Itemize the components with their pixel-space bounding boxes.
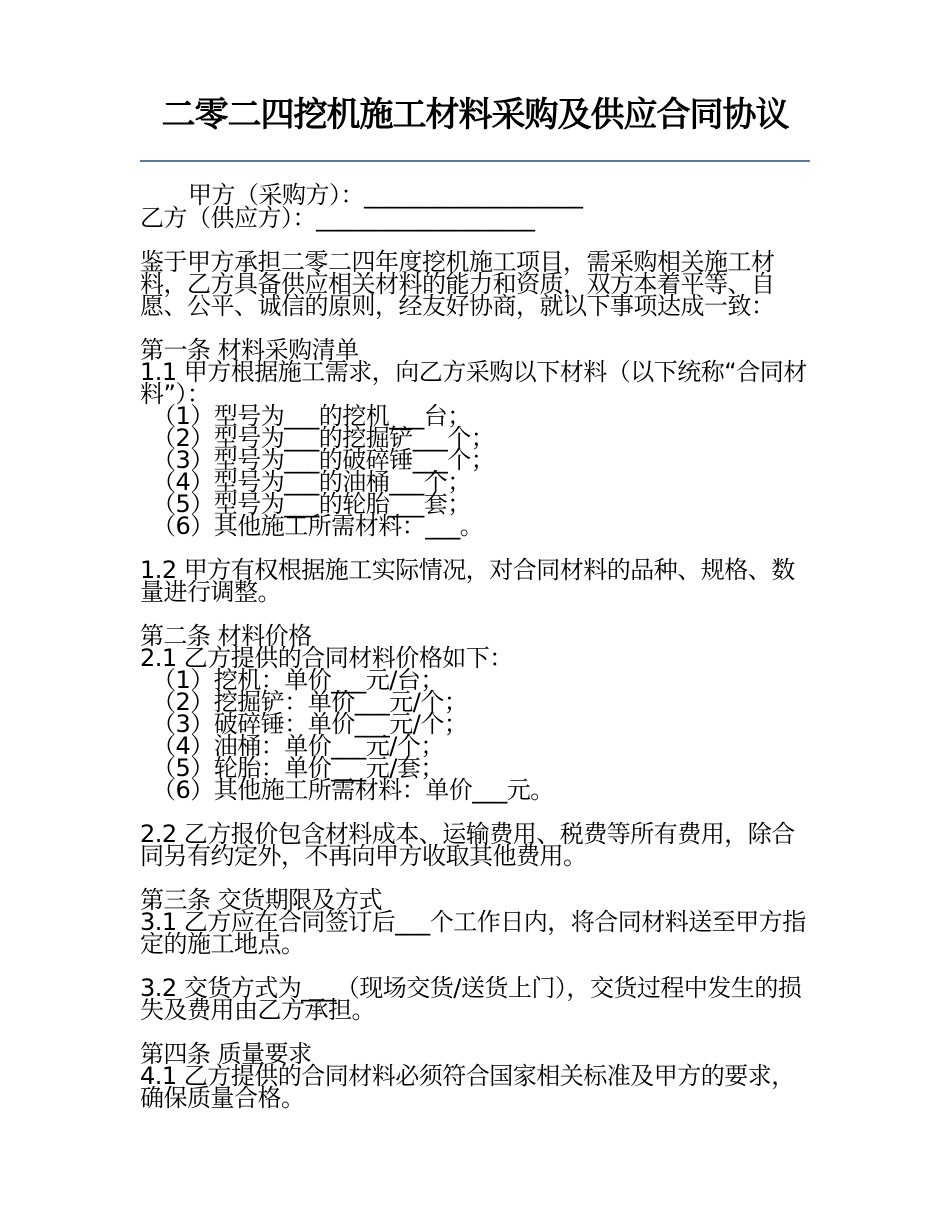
- article-2-item-2: （2）挖掘铲：单价___元/个；: [152, 688, 468, 716]
- article-2-item-4: （4）油桶：单价___元/个；: [152, 732, 444, 760]
- article-1-clause-2: 1.2 甲方有权根据施工实际情况，对合同材料的品种、规格、数量进行调整。: [140, 556, 795, 606]
- article-2-heading: 第二条 材料价格: [140, 622, 312, 650]
- article-1-item-4: （4）型号为___的油桶___个；: [152, 468, 471, 496]
- article-4-clause-1: 4.1 乙方提供的合同材料必须符合国家相关标准及甲方的要求，确保质量合格。: [140, 1062, 795, 1112]
- article-2-clause-1: 2.1 乙方提供的合同材料价格如下：: [140, 644, 513, 672]
- party-b-line: 乙方（供应方）：___________________: [140, 204, 535, 232]
- article-2-item-6: （6）其他施工所需材料：单价___元。: [152, 776, 554, 804]
- title-divider: [140, 160, 810, 162]
- preamble-paragraph: 鉴于甲方承担二零二四年度挖机施工项目，需采购相关施工材料，乙方具备供应相关材料的能力和资质，双方本着平等、自愿、公平、诚信的原则，经友好协商，就以下事项达成一致：: [140, 248, 775, 320]
- article-3-clause-1: 3.1 乙方应在合同签订后___个工作日内，将合同材料送至甲方指定的施工地点。: [140, 908, 806, 958]
- article-1-item-3: （3）型号为___的破碎锤___个；: [152, 446, 495, 474]
- article-3-clause-2: 3.2 交货方式为___（现场交货/送货上门），交货过程中发生的损失及费用由乙方承担。: [140, 974, 802, 1024]
- article-1-heading: 第一条 材料采购清单: [140, 336, 359, 364]
- article-1-item-5: （5）型号为___的轮胎___套；: [152, 490, 471, 518]
- article-1-clause-1: 1.1 甲方根据施工需求，向乙方采购以下材料（以下统称“合同材料”）：: [140, 358, 807, 408]
- party-a-line: 甲方（采购方）：___________________: [188, 181, 583, 209]
- article-2-clause-2: 2.2 乙方报价包含材料成本、运输费用、税费等所有费用，除合同另有约定外，不再向甲方收取其他费用。: [140, 820, 795, 870]
- document-title: 二零二四挖机施工材料采购及供应合同协议: [161, 95, 789, 135]
- article-4-heading: 第四条 质量要求: [140, 1040, 312, 1068]
- article-1-item-2: （2）型号为___的挖掘铲___个；: [152, 424, 495, 452]
- article-1-item-6: （6）其他施工所需材料：___。: [152, 512, 484, 540]
- article-2-item-1: （1）挖机：单价___元/台；: [152, 666, 444, 694]
- article-3-heading: 第三条 交货期限及方式: [140, 886, 383, 914]
- article-2-item-3: （3）破碎锤：单价___元/个；: [152, 710, 468, 738]
- article-2-item-5: （5）轮胎：单价___元/套；: [152, 754, 444, 782]
- article-1-item-1: （1）型号为___的挖机___台；: [152, 402, 471, 430]
